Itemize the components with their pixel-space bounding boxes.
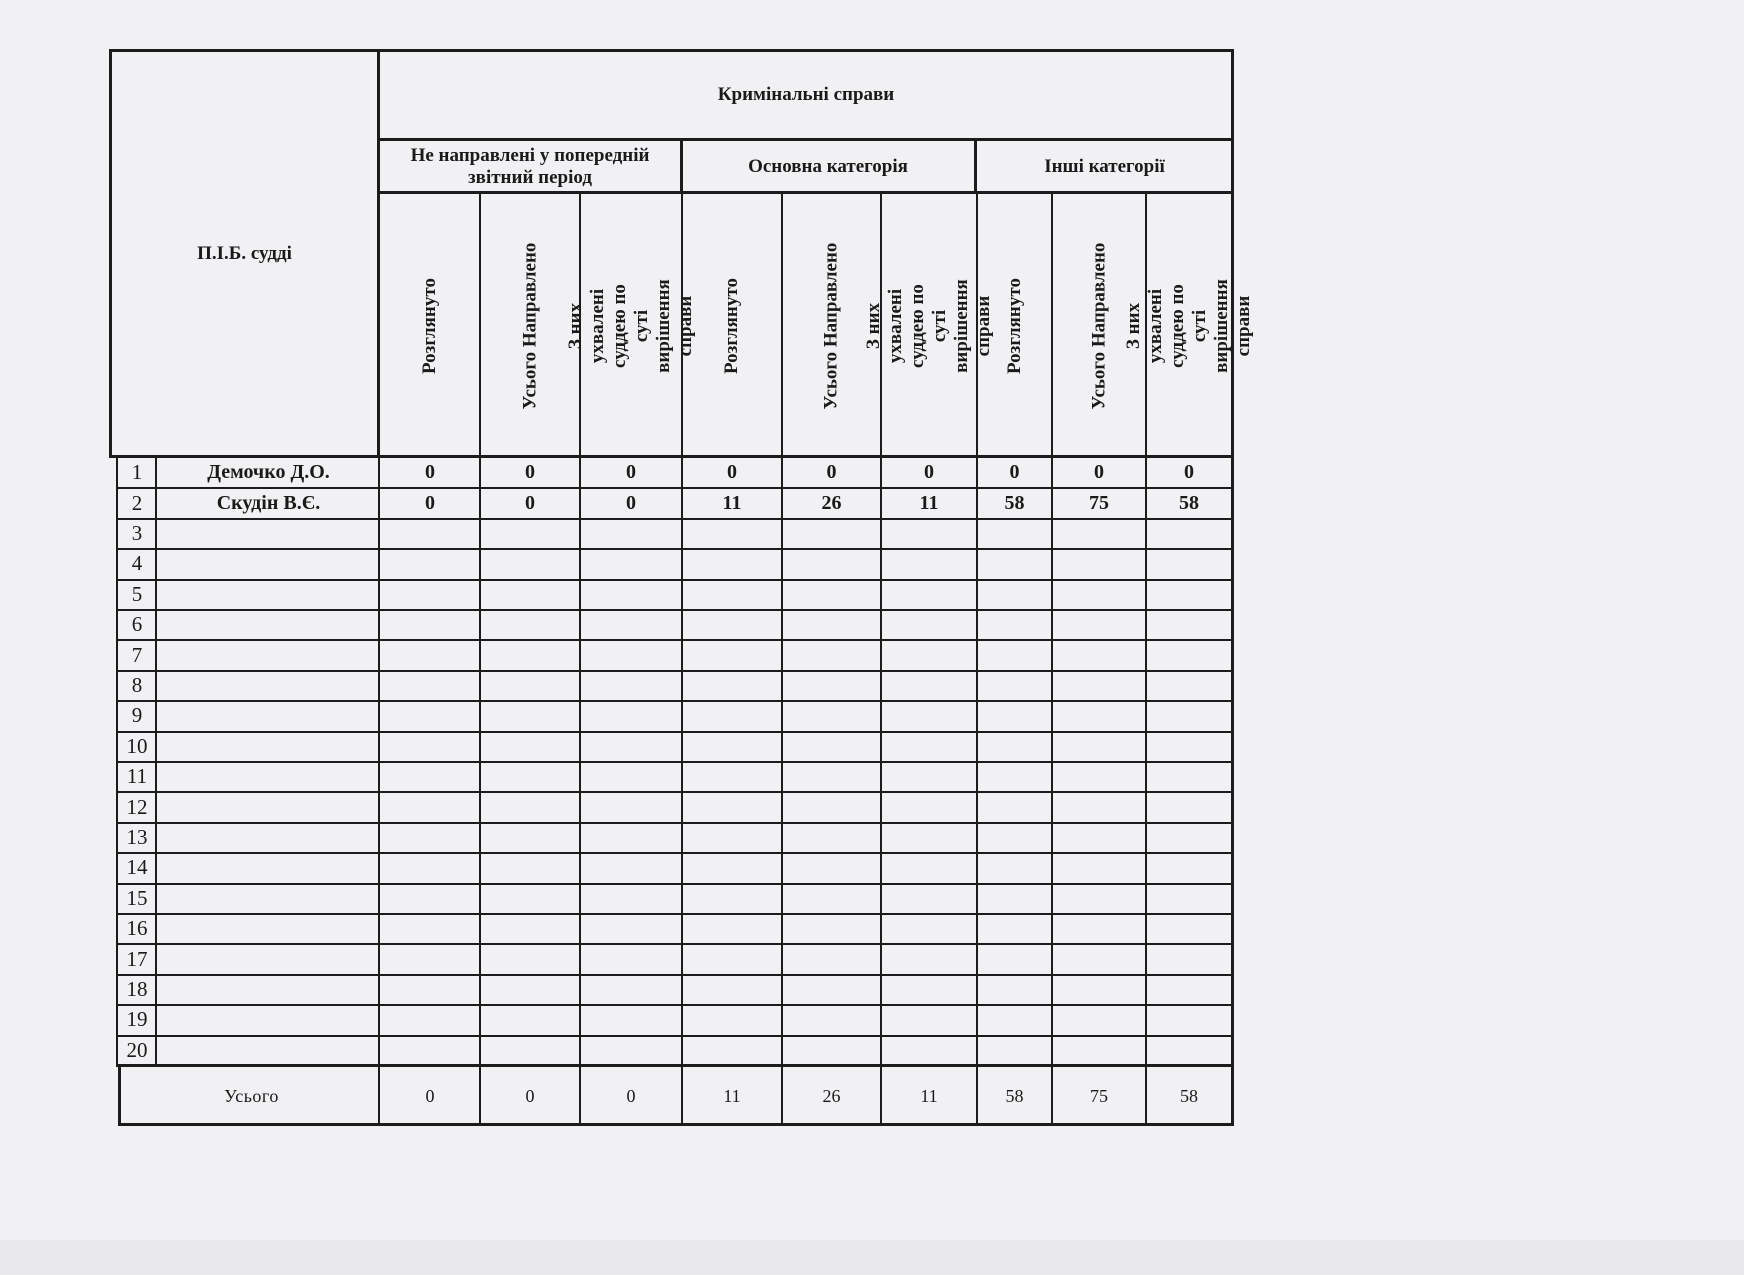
value-cell (380, 1036, 480, 1065)
value-cell: 0 (1009, 461, 1020, 484)
judge-name-cell (157, 519, 380, 548)
value-cell (881, 610, 977, 639)
value-cell (977, 762, 1052, 791)
judge-name-cell (157, 732, 380, 761)
column-header-4 (682, 195, 782, 456)
row-number: 3 (131, 520, 143, 545)
value-cell: 0 (525, 491, 535, 514)
value-cell (480, 519, 580, 548)
total-row-left (118, 1064, 121, 1126)
row-number: 18 (126, 976, 148, 1001)
row-number: 17 (126, 946, 148, 971)
value-cell (1052, 519, 1146, 548)
judge-name-header-label: П.І.Б. судді (197, 242, 292, 264)
total-label: Усього (224, 1085, 279, 1106)
value-cell (881, 792, 977, 821)
value-cell (881, 853, 977, 882)
column-header-label: Розглянуто (721, 277, 742, 374)
judge-name-cell: Скудін В.Є. (216, 491, 321, 514)
header-divider-group (380, 138, 1232, 141)
value-cell (1146, 975, 1232, 1004)
row-number: 15 (126, 885, 148, 910)
subgroup-separator-2 (974, 140, 977, 193)
judge-name-cell (157, 914, 380, 943)
value-cell (1052, 640, 1146, 669)
judge-name-cell (157, 1036, 380, 1065)
value-cell (1146, 884, 1232, 913)
value-cell (881, 914, 977, 943)
total-value-cell: 26 (822, 1085, 841, 1106)
total-value-cell: 11 (723, 1085, 741, 1106)
judge-name-cell (157, 549, 380, 578)
value-cell (480, 944, 580, 973)
value-cell (480, 1036, 580, 1065)
value-cell (380, 580, 480, 609)
value-cell: 11 (919, 491, 939, 514)
row-number: 13 (126, 824, 148, 849)
judge-name-cell (157, 975, 380, 1004)
value-cell (1052, 580, 1146, 609)
judge-name-cell (157, 701, 380, 730)
value-cell (580, 914, 682, 943)
value-cell: 58 (1179, 491, 1199, 514)
value-cell (580, 701, 682, 730)
subgroup-main-category-header (682, 142, 974, 192)
value-cell (1052, 1036, 1146, 1065)
row-number: 7 (131, 642, 143, 667)
value-cell (480, 701, 580, 730)
value-cell (977, 1005, 1052, 1034)
value-cell (782, 944, 881, 973)
value-cell (480, 732, 580, 761)
value-cell (1052, 732, 1146, 761)
value-cell: 58 (1004, 491, 1025, 514)
row-number: 5 (131, 581, 143, 606)
value-cell (1146, 853, 1232, 882)
value-cell (1146, 549, 1232, 578)
column-header-label: Усього Направлено (519, 242, 540, 409)
value-cell (782, 1036, 881, 1065)
value-cell (881, 975, 977, 1004)
value-cell (1146, 732, 1232, 761)
column-header-label: З них ухвалені суддею по суті вирішення справи (863, 278, 994, 373)
criminal-cases-header (380, 52, 1232, 138)
value-cell (682, 975, 782, 1004)
value-cell (380, 701, 480, 730)
value-cell (380, 671, 480, 700)
judge-name-cell (157, 884, 380, 913)
value-cell (580, 853, 682, 882)
value-cell (580, 519, 682, 548)
value-cell (782, 823, 881, 852)
judge-name-cell (157, 792, 380, 821)
value-cell (782, 914, 881, 943)
subgroup-not-sent-label: Не направлені у попередній звітний період (410, 145, 650, 188)
judge-name-cell (157, 853, 380, 882)
value-cell (1052, 610, 1146, 639)
value-cell: 0 (727, 461, 737, 484)
value-cell (1146, 792, 1232, 821)
value-cell (1146, 823, 1232, 852)
value-cell (380, 732, 480, 761)
value-cell (480, 549, 580, 578)
column-header-6 (863, 195, 994, 456)
total-value-cell: 58 (1005, 1085, 1024, 1106)
value-cell (782, 610, 881, 639)
value-cell (881, 823, 977, 852)
value-cell (682, 914, 782, 943)
criminal-cases-header-label: Кримінальні справи (717, 84, 895, 105)
value-cell (580, 1005, 682, 1034)
value-cell (977, 914, 1052, 943)
value-cell (682, 671, 782, 700)
total-value-cell: 75 (1090, 1085, 1108, 1106)
value-cell (380, 975, 480, 1004)
value-cell (977, 640, 1052, 669)
value-cell: 0 (826, 461, 837, 484)
value-cell (881, 671, 977, 700)
value-cell (682, 853, 782, 882)
value-cell (480, 975, 580, 1004)
value-cell (580, 792, 682, 821)
judge-name-cell: Демочко Д.О. (207, 461, 330, 484)
value-cell (881, 580, 977, 609)
value-cell (1146, 580, 1232, 609)
value-cell (1052, 762, 1146, 791)
judge-name-cell (157, 610, 380, 639)
value-cell (682, 519, 782, 548)
judge-name-cell (157, 823, 380, 852)
value-cell (480, 884, 580, 913)
column-header-label: З них ухвалені суддею по суті вирішення справи (565, 278, 696, 373)
row-number: 12 (126, 794, 148, 819)
value-cell (977, 610, 1052, 639)
value-cell (977, 1036, 1052, 1065)
total-value-cell: 11 (920, 1085, 938, 1106)
value-cell (1052, 1005, 1146, 1034)
judge-name-cell (157, 640, 380, 669)
value-cell (682, 640, 782, 669)
value-cell (977, 792, 1052, 821)
value-cell (580, 762, 682, 791)
row-number: 6 (131, 612, 143, 637)
column-header-label: З них ухвалені суддею по суті вирішення справи (1123, 278, 1255, 373)
judge-name-cell (157, 1005, 380, 1034)
value-cell (782, 762, 881, 791)
value-cell (380, 853, 480, 882)
value-cell (480, 914, 580, 943)
value-cell (580, 549, 682, 578)
value-cell (1146, 610, 1232, 639)
value-cell (977, 549, 1052, 578)
value-cell (881, 1036, 977, 1065)
column-header-label: Розглянуто (419, 277, 440, 374)
value-cell (977, 732, 1052, 761)
value-cell (1052, 792, 1146, 821)
value-cell (782, 580, 881, 609)
value-cell (682, 1005, 782, 1034)
subgroup-other-categories-header (977, 142, 1232, 192)
subgroup-other-categories-label: Інші категорії (1044, 156, 1165, 177)
value-cell (782, 640, 881, 669)
total-value-cell: 0 (425, 1085, 435, 1106)
row-number: 9 (131, 703, 143, 728)
value-cell (682, 701, 782, 730)
value-cell (682, 792, 782, 821)
value-cell: 75 (1089, 491, 1109, 514)
value-cell: 0 (924, 461, 934, 484)
value-cell (881, 1005, 977, 1034)
value-cell (480, 580, 580, 609)
value-cell (782, 549, 881, 578)
value-cell (682, 580, 782, 609)
value-cell (1146, 640, 1232, 669)
value-cell (682, 823, 782, 852)
total-value-cell: 58 (1180, 1085, 1198, 1106)
value-cell (1146, 762, 1232, 791)
value-cell (1146, 944, 1232, 973)
column-header-9 (1123, 195, 1255, 456)
value-cell (1052, 884, 1146, 913)
value-cell (682, 884, 782, 913)
value-cell (881, 701, 977, 730)
value-cell (1052, 549, 1146, 578)
value-cell (1052, 701, 1146, 730)
row-number: 19 (126, 1007, 148, 1032)
row-number: 16 (126, 916, 148, 941)
value-cell (380, 792, 480, 821)
value-cell (380, 762, 480, 791)
judge-name-cell (157, 944, 380, 973)
value-cell (682, 732, 782, 761)
value-cell (881, 762, 977, 791)
value-cell (480, 853, 580, 882)
value-cell (977, 701, 1052, 730)
column-header-label: Усього Направлено (820, 242, 842, 409)
value-cell (682, 1036, 782, 1065)
table-border-left-header (109, 49, 112, 457)
value-cell (580, 610, 682, 639)
judge-name-cell (157, 671, 380, 700)
value-cell (480, 823, 580, 852)
row-number: 10 (126, 733, 148, 758)
value-cell (580, 823, 682, 852)
value-cell (1052, 914, 1146, 943)
value-cell (1146, 519, 1232, 548)
value-cell (782, 853, 881, 882)
judge-name-cell (157, 580, 380, 609)
value-cell (1052, 823, 1146, 852)
value-cell: 0 (525, 461, 535, 484)
row-number: 11 (126, 764, 148, 789)
value-cell (580, 732, 682, 761)
value-cell: 0 (425, 461, 435, 484)
value-cell (782, 701, 881, 730)
value-cell (580, 1036, 682, 1065)
column-header-1 (380, 195, 480, 456)
value-cell (480, 1005, 580, 1034)
value-cell (881, 640, 977, 669)
value-cell (782, 671, 881, 700)
value-cell (782, 1005, 881, 1034)
subgroup-main-category-label: Основна категорія (748, 156, 908, 177)
value-cell: 0 (1094, 461, 1104, 484)
value-cell (977, 944, 1052, 973)
row-number: 2 (131, 490, 143, 515)
value-cell (580, 884, 682, 913)
value-cell (580, 640, 682, 669)
value-cell (977, 671, 1052, 700)
value-cell (580, 580, 682, 609)
value-cell (682, 762, 782, 791)
value-cell (977, 823, 1052, 852)
header-divider-subgroup (380, 191, 1232, 194)
value-cell (881, 944, 977, 973)
column-header-label: Усього Направлено (1088, 242, 1109, 409)
value-cell (782, 792, 881, 821)
judge-name-header (112, 52, 377, 455)
value-cell (380, 1005, 480, 1034)
value-cell (977, 853, 1052, 882)
value-cell (682, 610, 782, 639)
row-number: 4 (131, 551, 143, 576)
value-cell (1052, 944, 1146, 973)
column-header-label: Розглянуто (1003, 277, 1025, 374)
row-number: 1 (131, 460, 143, 485)
value-cell (480, 792, 580, 821)
value-cell (1146, 914, 1232, 943)
value-cell (1052, 671, 1146, 700)
value-cell (380, 914, 480, 943)
value-cell (881, 519, 977, 548)
value-cell (480, 762, 580, 791)
value-cell (782, 884, 881, 913)
total-row-label (120, 1068, 383, 1124)
value-cell (782, 519, 881, 548)
value-cell (977, 884, 1052, 913)
value-cell (380, 884, 480, 913)
value-cell (480, 671, 580, 700)
value-cell (682, 549, 782, 578)
value-cell (782, 975, 881, 1004)
value-cell (380, 640, 480, 669)
value-cell (1052, 853, 1146, 882)
value-cell: 0 (425, 491, 435, 514)
total-value-cell: 0 (626, 1085, 636, 1106)
value-cell (380, 610, 480, 639)
value-cell (977, 975, 1052, 1004)
total-value-cell: 0 (525, 1085, 535, 1106)
value-cell: 0 (626, 491, 636, 514)
row-number: 20 (126, 1037, 148, 1062)
table-border-top (109, 49, 1233, 52)
value-cell (580, 944, 682, 973)
column-header-7 (977, 195, 1052, 456)
column-header-3 (565, 195, 696, 456)
value-cell (380, 944, 480, 973)
value-cell: 0 (1184, 461, 1194, 484)
value-cell (881, 549, 977, 578)
row-number: 14 (126, 855, 148, 880)
value-cell (580, 671, 682, 700)
value-cell (977, 519, 1052, 548)
value-cell (1146, 671, 1232, 700)
value-cell (480, 610, 580, 639)
value-cell (1052, 975, 1146, 1004)
subgroup-separator-1 (680, 140, 683, 193)
value-cell (380, 823, 480, 852)
value-cell (682, 944, 782, 973)
value-cell (1146, 1036, 1232, 1065)
value-cell: 26 (821, 491, 842, 514)
value-cell (881, 884, 977, 913)
judge-name-cell (157, 762, 380, 791)
value-cell (380, 549, 480, 578)
value-cell (1146, 701, 1232, 730)
value-cell (782, 732, 881, 761)
value-cell (1146, 1005, 1232, 1034)
value-cell (881, 732, 977, 761)
row-number: 8 (131, 672, 143, 697)
value-cell (580, 975, 682, 1004)
value-cell: 0 (626, 461, 636, 484)
value-cell (977, 580, 1052, 609)
subgroup-not-sent-header (380, 142, 680, 192)
value-cell: 11 (722, 491, 742, 514)
value-cell (380, 519, 480, 548)
value-cell (480, 640, 580, 669)
